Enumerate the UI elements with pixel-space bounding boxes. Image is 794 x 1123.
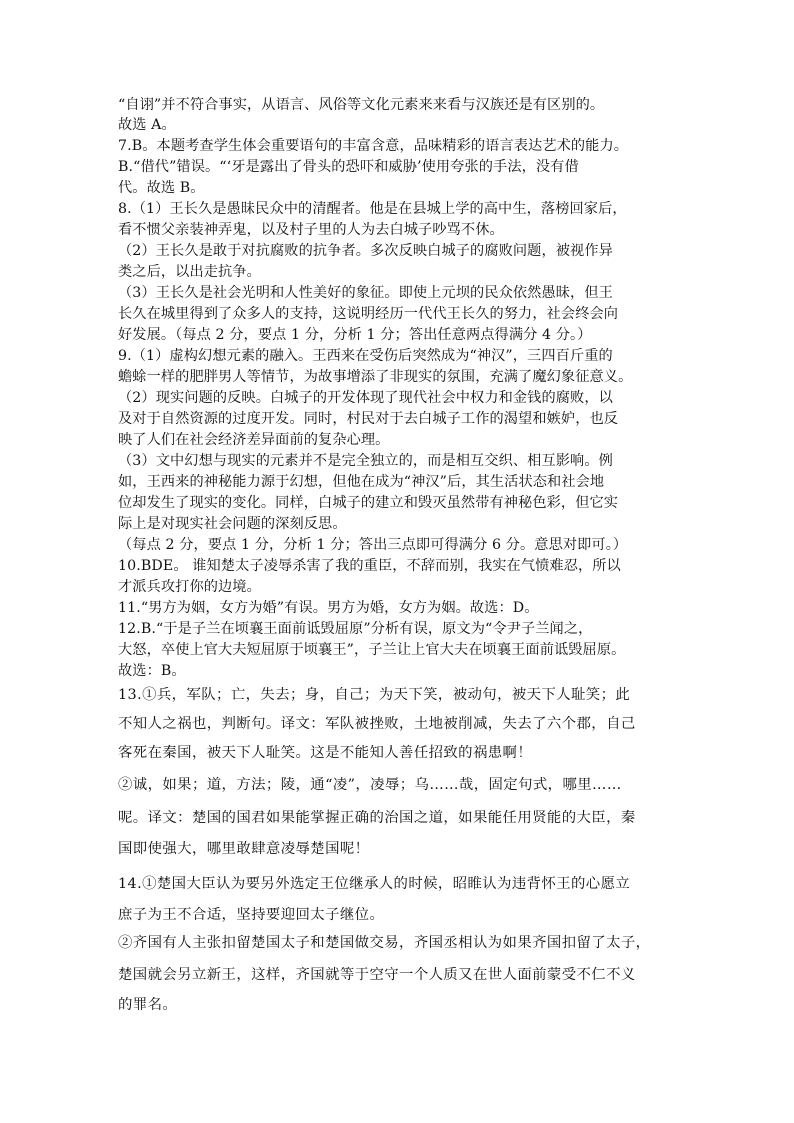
text-line: 际上是对现实社会问题的深刻反思。 [118,516,347,532]
text-line: （2）王长久是敢于对抗腐败的抗争者。多次反映白城子的腐败问题，被视作异 [118,243,613,259]
text-line: 才派兵攻打你的边境。 [118,579,261,595]
text-line: 9.（1）虚构幻想元素的融入。王西来在受伤后突然成为“神汉”，三四百斤重的 [118,348,613,364]
text-line: 映了人们在社会经济差异面前的复杂心理。 [118,432,390,448]
text-line: 代。故选 B。 [118,180,205,196]
text-line: 呢。译文：楚国的国君如果能掌握正确的治国之道，如果能任用贤能的大臣，秦 [118,810,636,826]
text-line: 故选：B。 [118,663,186,679]
text-line: “自诩”并不符合事实，从语言、风俗等文化元素来来看与汉族还是有区别的。 [118,97,605,113]
text-line: 及对于自然资源的过度开发。同时，村民对于去白城子工作的渴望和嫉妒，也反 [118,411,619,427]
text-line: 12.B.“于是子兰在顷襄王面前诋毁屈原”分析有误，原文为“令尹子兰闻之， [118,621,593,637]
text-line: 14.①楚国大臣认为要另外选定王位继承人的时候，昭睢认为违背怀王的心愿立 [118,876,631,892]
text-line: （3）文中幻想与现实的元素并不是完全独立的，而是相互交织、相互影响。例 [118,453,613,469]
text-line: ②诚，如果；道，方法；陵，通“凌”，凌辱；乌……哉，固定句式，哪里…… [118,777,622,793]
text-line: 10.BDE。 谁知楚太子凌辱杀害了我的重臣，不辞而别，我实在气愤难忍，所以 [118,558,621,574]
text-line: 蟾蜍一样的肥胖男人等情节，为故事增添了非现实的氛围，充满了魔幻象征意义。 [118,369,633,385]
text-line: （3）王长久是社会光明和人性美好的象征。即使上元坝的民众依然愚昧，但王 [118,285,613,301]
text-line: 长久在城里得到了众多人的支持，这说明经历一代代王长久的努力，社会终会向 [118,306,619,322]
text-line: 故选 A。 [118,117,176,133]
text-line: 11.“男方为姻，女方为婚”有误。男方为婚，女方为姻。故选：D。 [118,600,539,616]
text-line: 7.B。本题考查学生体会重要语句的丰富含意，品味精彩的语言表达艺术的能力。 [118,138,629,154]
text-line: 大怒，卒使上官大夫短屈原于顷襄王”，子兰让上官大夫在顷襄王面前诋毁屈原。 [118,642,626,658]
text-line: 庶子为王不合适，坚持要迎回太子继位。 [118,907,385,923]
text-line: 如，王西来的神秘能力源于幻想，但他在成为“神汉”后，其生活状态和社会地 [118,474,605,490]
text-line: 不知人之祸也，判断句。译文：军队被挫败，土地被削减，失去了六个郡，自己 [118,716,636,732]
text-line: 看不惯父亲装神弄鬼，以及村子里的人为去白城子吵骂不休。 [118,222,504,238]
text-line: 类之后，以出走抗争。 [118,264,261,280]
text-line: ②齐国有人主张扣留楚国太子和楚国做交易，齐国丞相认为如果齐国扣留了太子， [118,935,651,951]
text-line: 的罪名。 [118,997,178,1013]
text-line: （2）现实问题的反映。白城子的开发体现了现代社会中权力和金钱的腐败，以 [118,390,613,406]
text-line: 8.（1）王长久是愚昧民众中的清醒者。他是在县城上学的高中生，落榜回家后， [118,201,627,217]
text-line: 位却发生了现实的变化。同样，白城子的建立和毁灭虽然带有神秘色彩，但它实 [118,495,619,511]
text-line: 国即使强大，哪里敢肆意凌辱楚国呢！ [118,841,370,857]
text-line: B.“借代”错误。“‘牙是露出了骨头的恐吓和威胁’使用夸张的手法，没有借 [118,159,579,175]
text-line: 楚国就会另立新王，这样，齐国就等于空守一个人质又在世人面前蒙受不仁不义 [118,967,636,983]
text-line: 13.①兵，军队；亡，失去；身，自己；为天下笑，被动句，被天下人耻笑；此 [118,687,631,703]
text-line: 客死在秦国，被天下人耻笑。这是不能知人善任招致的祸患啊！ [118,745,533,761]
text-line: （每点 2 分，要点 1 分，分析 1 分；答出三点即可得满分 6 分。意思对即可。） [118,537,628,553]
text-line: 好发展。（每点 2 分，要点 1 分，分析 1 分；答出任意两点得满分 4 分。） [118,327,592,343]
